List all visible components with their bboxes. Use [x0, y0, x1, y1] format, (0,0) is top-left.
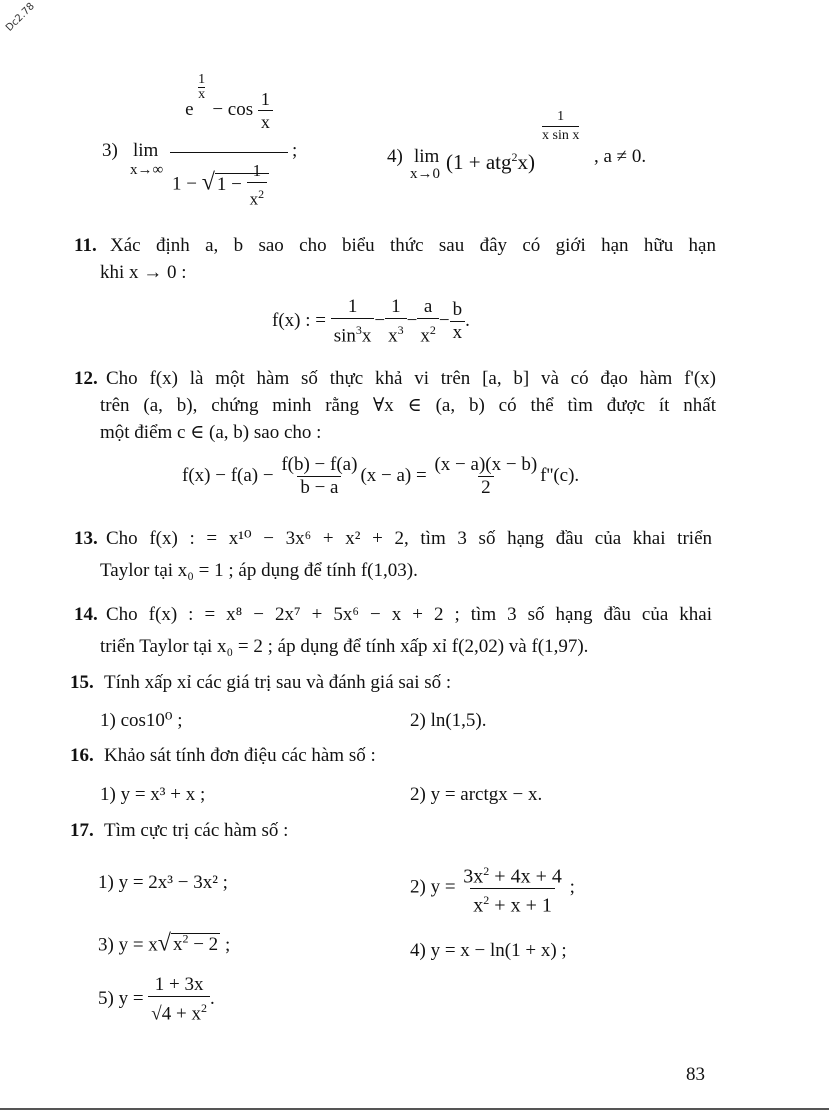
bottom-edge-rule [0, 1108, 829, 1110]
problem-14-number: 14. [74, 604, 98, 625]
limit-3-fraction-bar [170, 152, 288, 153]
problem-17-sub2: 2) y = $\frac{3x^2 + 4x + 4}{x^2 + x + 1}$ ; [410, 864, 575, 917]
limit-3-label: 3) [102, 140, 118, 161]
problem-15-number: 15. [70, 672, 94, 693]
limit-4-power: 1 x sin x [542, 109, 580, 143]
problem-16-sub1: 1) y = x³ + x ; [100, 784, 206, 805]
limit-3-tail: ; [292, 140, 298, 161]
problem-17-line1: Tìm cực trị các hàm số : [104, 820, 289, 841]
problem-11-number: 11. [74, 235, 97, 256]
scan-corner-mark: Dc2.78 [4, 0, 37, 34]
limit-3-numerator: e 1 x − cos $\frac{1}{x}$ [170, 88, 288, 133]
problem-11-line1: Xác định a, b sao cho biểu thức sau đây có giới hạn hữu hạn [110, 235, 716, 256]
problem-16-line1: Khảo sát tính đơn điệu các hàm số : [104, 745, 376, 766]
limit-3-lim: lim [133, 140, 159, 161]
problem-12-number: 12. [74, 368, 98, 389]
limit-4-sub: x→0 [410, 166, 440, 182]
problem-11-line2: khi x → 0 : [100, 262, 187, 283]
problem-13-line2: Taylor tại x₀ = 1 ; áp dụng để tính f(1,03). [100, 560, 418, 581]
limit-4-lim: lim [414, 146, 440, 167]
limit-4-base: (1 + atg$^2$x) [446, 150, 535, 174]
problem-15-sub2: 2) ln(1,5). [410, 710, 487, 731]
problem-17-sub5: 5) y = $\frac{1 + 3x}{√4 + x^2}$ . [98, 974, 215, 1025]
problem-16-number: 16. [70, 745, 94, 766]
problem-17-sub4: 4) y = x − ln(1 + x) ; [410, 940, 567, 961]
problem-12-line1: Cho f(x) là một hàm số thực khả vi trên [a, b] và có đạo hàm f'(x) [106, 368, 716, 389]
limit-3-denominator: 1 − √ 1 − $\frac{1}{x^2}$ [172, 160, 269, 211]
problem-17-number: 17. [70, 820, 94, 841]
problem-14-line1: Cho f(x) : = x⁸ − 2x⁷ + 5x⁶ − x + 2 ; tìm 3 số hạng đầu của khai [106, 604, 712, 625]
limit-4-label: 4) [387, 146, 403, 167]
problem-12-line2: trên (a, b), chứng minh rằng ∀x ∈ (a, b) có thể tìm được ít nhất [100, 395, 716, 416]
problem-12-line3: một điểm c ∈ (a, b) sao cho : [100, 422, 322, 443]
limit-4-cond: , a ≠ 0. [594, 146, 647, 167]
page-number: 83 [686, 1064, 705, 1085]
problem-14-line2: triển Taylor tại x₀ = 2 ; áp dụng để tính xấp xỉ f(2,02) và f(1,97). [100, 636, 589, 657]
problem-11-formula: f(x) : = $\frac{1}{\sin^3x}$ − $\frac{1}{x^3}$ − $\frac{a}{x^2}$ − $\frac{b}{x}$ . [272, 296, 470, 347]
problem-17-sub3: 3) y = x√ $x^2 - 2$ ; [98, 930, 231, 957]
limit-3-sub: x→∞ [130, 162, 164, 178]
problem-16-sub2: 2) y = arctgx − x. [410, 784, 543, 805]
problem-15-line1: Tính xấp xỉ các giá trị sau và đánh giá sai số : [104, 672, 452, 693]
problem-17-sub1: 1) y = 2x³ − 3x² ; [98, 872, 228, 893]
problem-12-formula: f(x) − f(a) − $\frac{f(b) - f(a)}{b - a}$ (x − a) = $\frac{(x - a)(x - b)}{2}$ f''(c). [182, 454, 580, 498]
problem-13-line1: Cho f(x) : = x¹⁰ − 3x⁶ + x² + 2, tìm 3 số hạng đầu của khai triển [106, 528, 712, 549]
problem-13-number: 13. [74, 528, 98, 549]
problem-15-sub1: 1) cos10⁰ ; [100, 710, 183, 731]
